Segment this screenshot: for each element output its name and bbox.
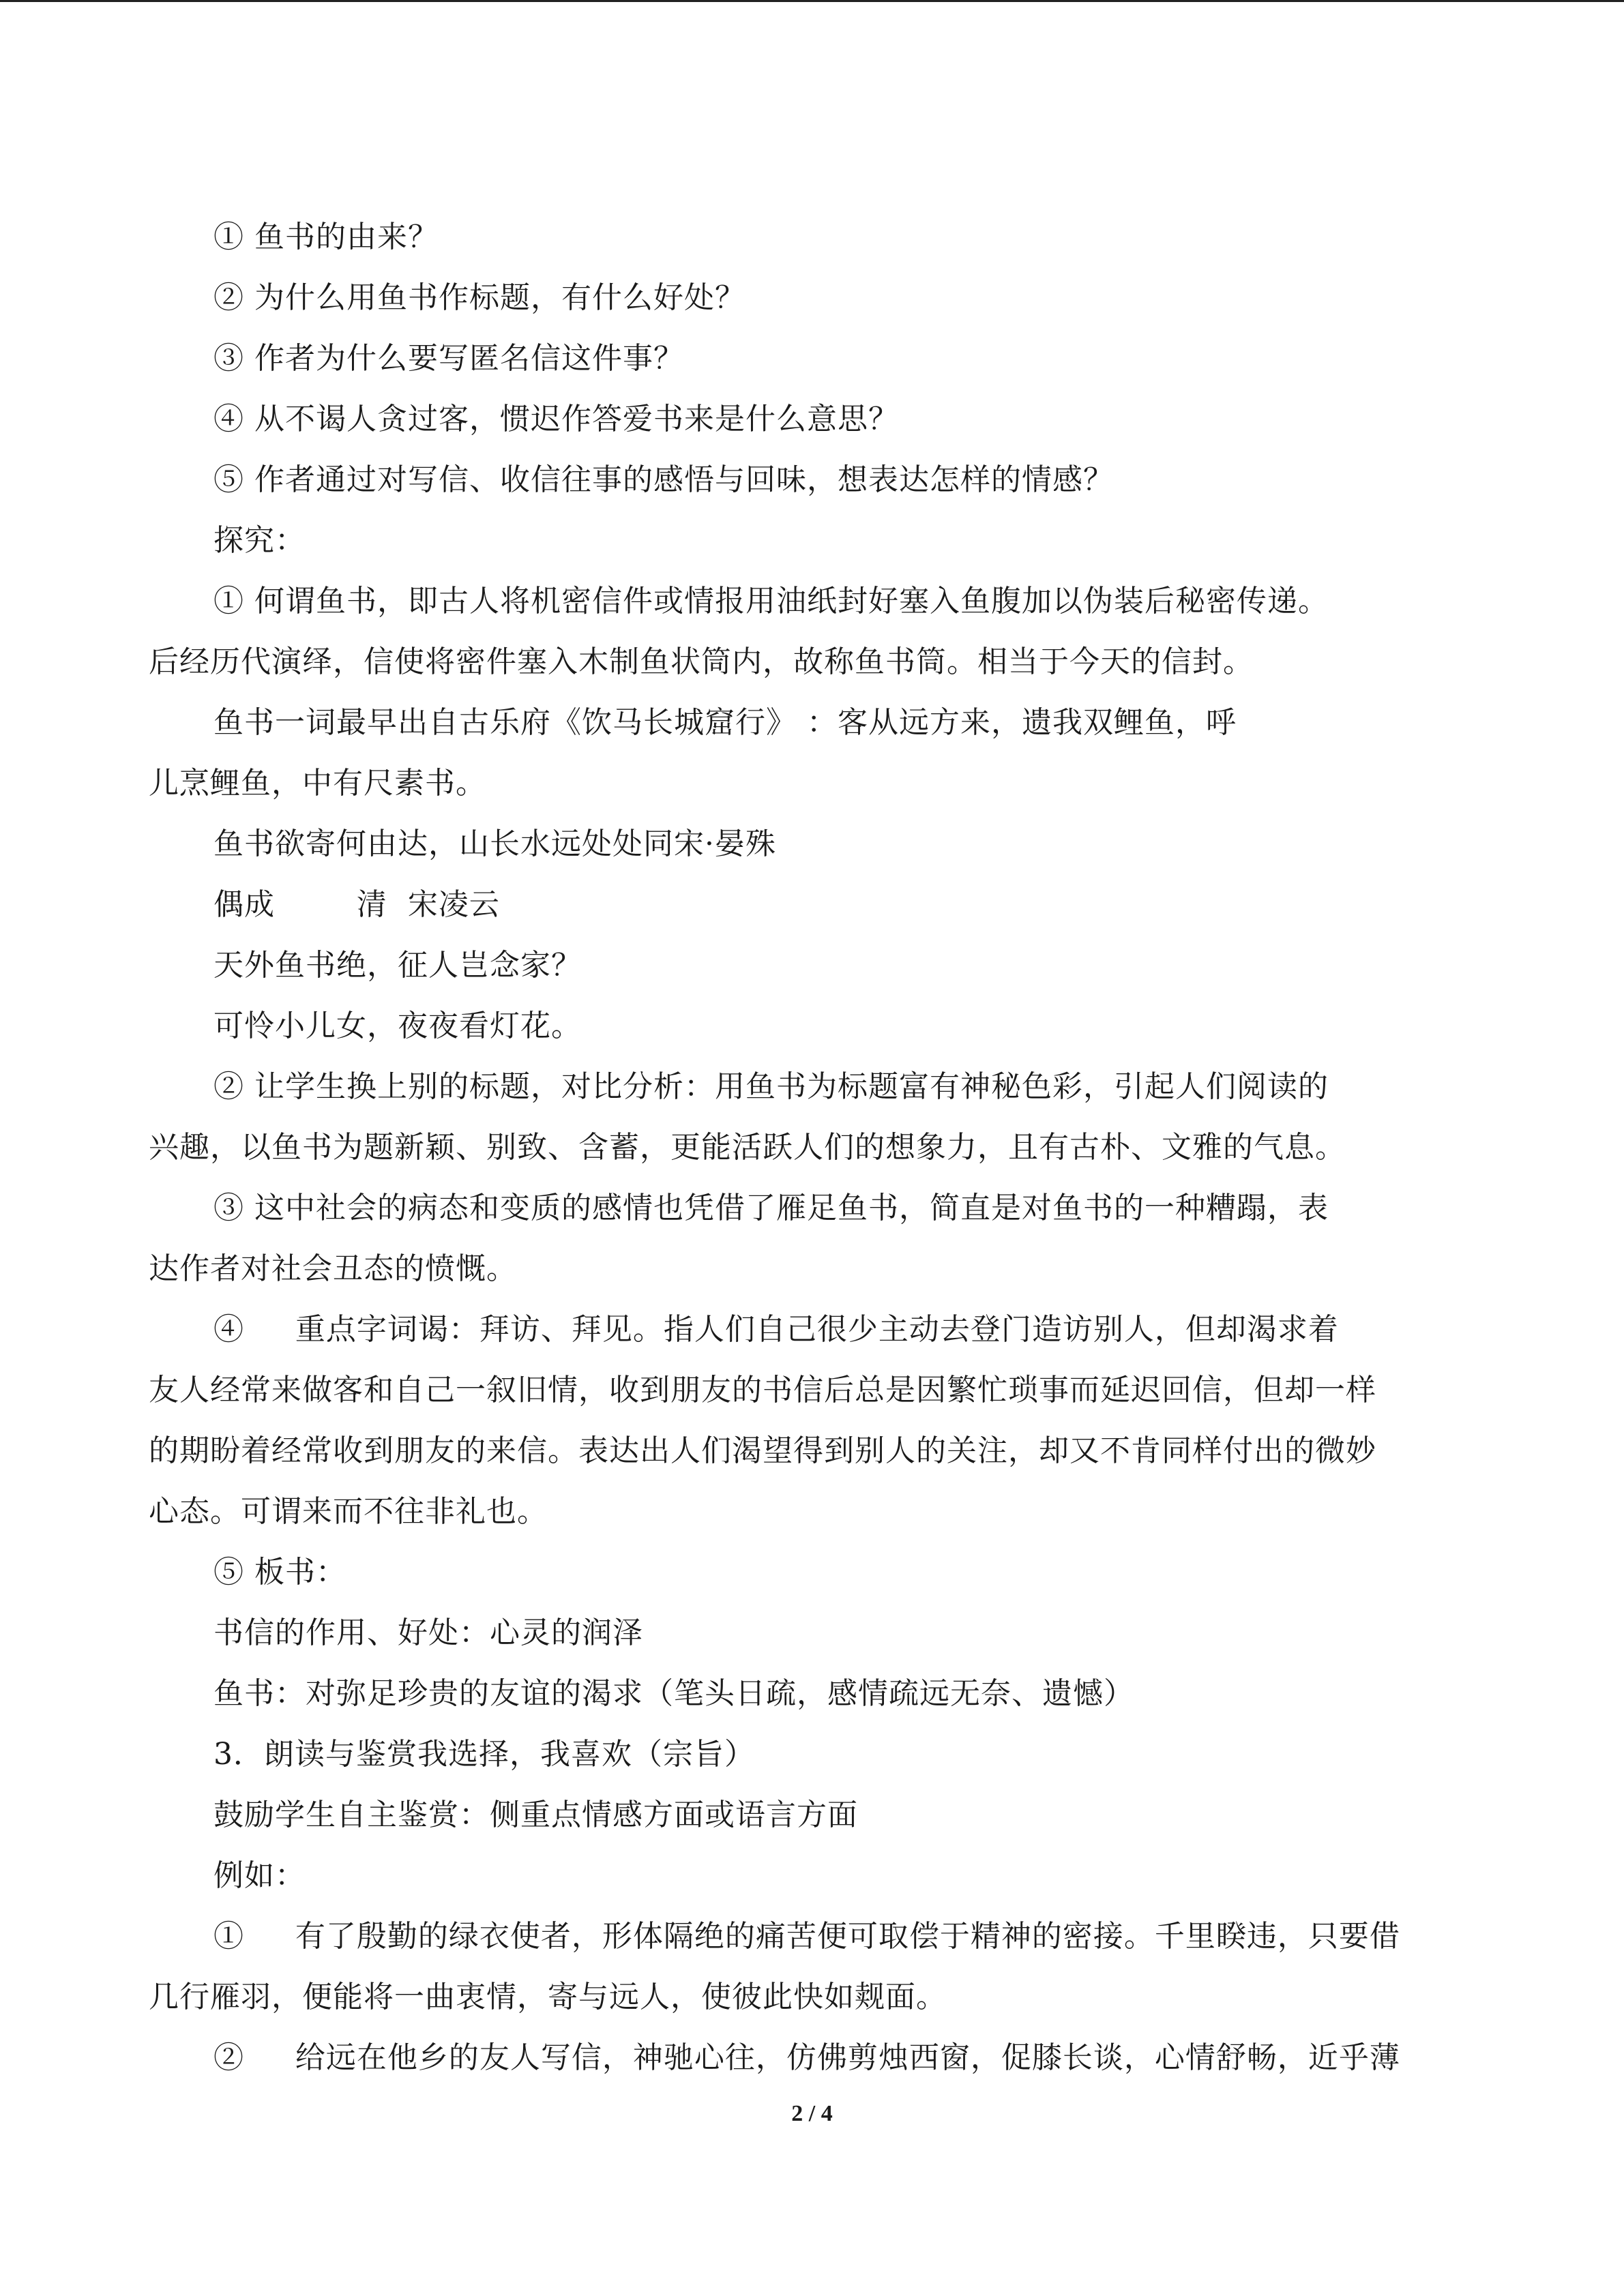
text-line: ① 有了殷勤的绿衣使者，形体隔绝的痛苦便可取偿于精神的密接。千里睽违，只要借 bbox=[213, 1919, 1400, 1954]
text-line: 鼓励学生自主鉴赏：侧重点情感方面或语言方面 bbox=[213, 1798, 858, 1832]
text-line: ④ 重点字词谒：拜访、拜见。指人们自己很少主动去登门造访别人，但却渴求着 bbox=[213, 1312, 1339, 1347]
text-line: ② 给远在他乡的友人写信，神驰心往，仿佛剪烛西窗，促膝长谈，心情舒畅，近乎薄 bbox=[213, 2040, 1400, 2075]
text-line: ③ 作者为什么要写匿名信这件事？ bbox=[213, 341, 684, 376]
poem-line: 天外鱼书绝，征人岂念家？ bbox=[213, 948, 582, 983]
page-number: 2 / 4 bbox=[791, 2101, 833, 2126]
text-line: ⑤ 板书： bbox=[213, 1555, 346, 1590]
text-line: 鱼书欲寄何由达，山长水远处处同宋·晏殊 bbox=[213, 826, 776, 861]
text-line: 后经历代演绎，信使将密件塞入木制鱼状筒内，故称鱼书筒。相当于今天的信封。 bbox=[149, 644, 1254, 679]
text-line: 几行雁羽，便能将一曲衷情，寄与远人，使彼此快如觌面。 bbox=[149, 1980, 947, 2014]
text-line: 儿烹鲤鱼，中有尺素书。 bbox=[149, 766, 486, 801]
poem-title: 偶成 清 宋凌云 bbox=[213, 887, 500, 922]
text-line: ② 为什么用鱼书作标题，有什么好处？ bbox=[213, 280, 745, 315]
text-line: ① 何谓鱼书，即古人将机密信件或情报用油纸封好塞入鱼腹加以伪装后秘密传递。 bbox=[213, 584, 1329, 618]
text-line: ① 鱼书的由来？ bbox=[213, 220, 439, 254]
text-line: ② 让学生换上别的标题，对比分析：用鱼书为标题富有神秘色彩，引起人们阅读的 bbox=[213, 1069, 1329, 1104]
text-line: 书信的作用、好处：心灵的润泽 bbox=[213, 1615, 643, 1650]
text-line: 鱼书：对弥足珍贵的友谊的渴求（笔头日疏，感情疏远无奈、遗憾） bbox=[213, 1676, 1134, 1711]
text-line: 的期盼着经常收到朋友的来信。表达出人们渴望得到别人的关注，却又不肯同样付出的微妙 bbox=[149, 1433, 1376, 1468]
text-line: 友人经常来做客和自己一叙旧情，收到朋友的书信后总是因繁忙琐事而延迟回信，但却一样 bbox=[149, 1373, 1376, 1407]
text-line: ④ 从不谒人贪过客，惯迟作答爱书来是什么意思？ bbox=[213, 402, 899, 436]
text-line: 心态。可谓来而不往非礼也。 bbox=[149, 1494, 548, 1529]
text-line: 3．朗读与鉴赏我选择，我喜欢（宗旨） bbox=[213, 1737, 755, 1772]
text-line: 例如： bbox=[213, 1858, 306, 1893]
text-line: 达作者对社会丑态的愤慨。 bbox=[149, 1251, 517, 1286]
text-line: ③ 这中社会的病态和变质的感情也凭借了雁足鱼书，简直是对鱼书的一种糟蹋，表 bbox=[213, 1191, 1329, 1225]
page-body bbox=[149, 207, 1479, 2088]
section-heading: 探究： bbox=[213, 523, 306, 558]
poem-line: 可怜小儿女，夜夜看灯花。 bbox=[213, 1009, 582, 1043]
text-line: 兴趣，以鱼书为题新颖、别致、含蓄，更能活跃人们的想象力，且有古朴、文雅的气息。 bbox=[149, 1130, 1346, 1165]
text-line: ⑤ 作者通过对写信、收信往事的感悟与回味，想表达怎样的情感？ bbox=[213, 462, 1114, 497]
text-line: 鱼书一词最早出自古乐府《饮马长城窟行》 ：客从远方来，遗我双鲤鱼，呼 bbox=[213, 705, 1237, 740]
